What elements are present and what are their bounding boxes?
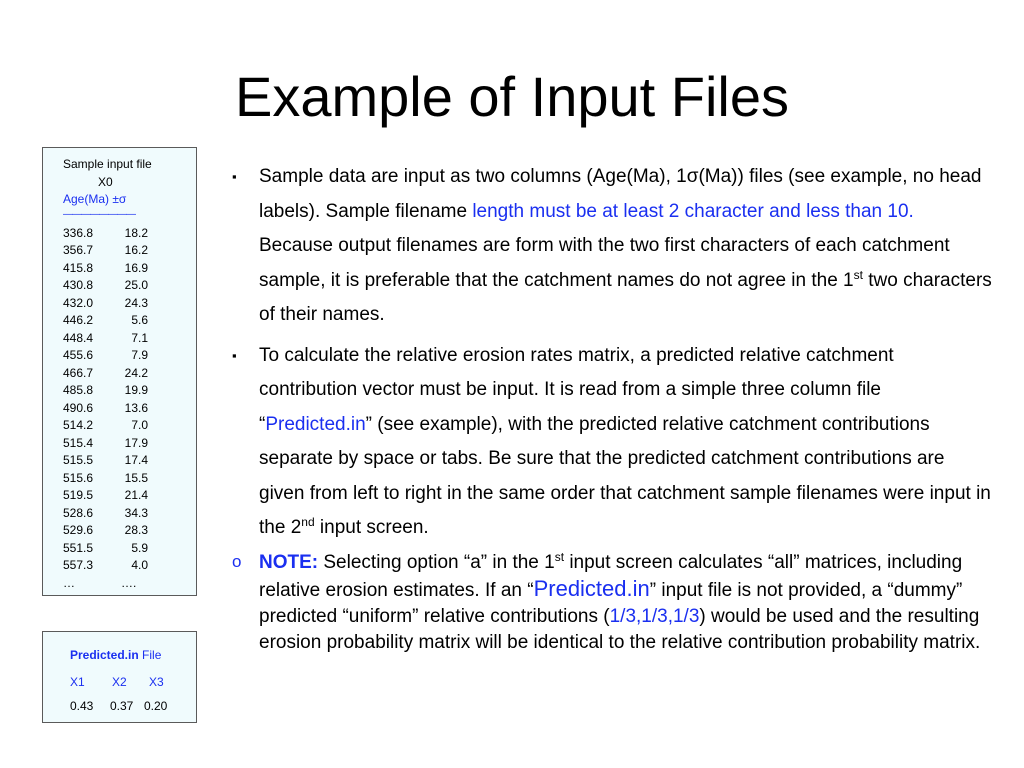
sample-row [63,295,196,313]
sample-row [63,242,196,260]
sample-row [63,522,196,540]
sample-sigma: 7.0 [131,418,148,432]
sample-box-x0: X0 [98,174,113,189]
sample-sigma: 5.6 [131,313,148,327]
sample-age: 557.3 [63,558,94,572]
sample-row [63,470,196,488]
circle-bullet-icon: o [232,551,242,571]
predicted-header-x1: X1 [70,675,85,689]
sample-age: 485.8 [63,383,94,397]
bullet3-highlight: Predicted.in [533,575,650,601]
sample-box-caption: Sample input file [63,157,152,171]
sample-age: 430.8 [63,278,94,292]
bullet-sample-data [232,160,992,333]
sample-row [63,260,196,278]
sample-sigma: 21.4 [124,488,148,502]
bullet3-sup: st [554,549,565,564]
sample-sigma: 4.0 [131,558,148,572]
sample-sigma: 18.2 [124,225,148,240]
sample-box-rows [63,225,196,593]
bullet2-text2: ” (see example), with the predicted relative catchment contributions separate by space or tabs. Be sure that the predicted catchment contributions are given from left to right in the same order that catchment sample filenames were input in the 2 [259,413,991,538]
predicted-box-headers [70,675,190,689]
sample-row [63,505,196,523]
sample-row [63,540,196,558]
bullet3-text4: ) would be used and the resulting erosion probability matrix will be identical to the relative contribution probability matrix. [259,605,981,653]
sample-row [63,487,196,505]
bullet1-text3: Because output filenames are form with the two first characters of each catchment sample, it is preferable that the catchment names do not agree in the 1 [259,235,950,291]
sample-sigma: 24.2 [124,365,148,380]
sample-sigma: 7.9 [131,348,148,362]
bullet2-highlight: Predicted.in [265,413,366,435]
bullet2-sup: nd [301,515,315,529]
sample-row [63,365,196,383]
bullet1-highlight: length must be at least 2 character and less than 10. [472,200,914,222]
bullet1-text1: Sample data are input as two columns (Age(Ma), 1 [259,166,687,187]
predicted-file-word: File [142,648,162,662]
predicted-header-x2: X2 [112,675,127,689]
sample-sigma: 19.9 [124,383,148,397]
predicted-file-name: Predicted.in [70,648,139,662]
sample-sigma: …. [121,575,137,590]
predicted-value-x1: 0.43 [70,699,94,713]
sample-age: 490.6 [63,400,94,415]
sample-sigma: 17.9 [124,435,148,450]
sample-input-file-box [42,147,197,596]
note-label: NOTE: [259,551,319,573]
sample-age: 551.5 [63,540,94,555]
sample-sigma: 34.3 [124,505,148,520]
bullet2-text1: To calculate the relative erosion rates matrix, a predicted relative catchment contribution vector must be input. It is read from a simple three column file “ [259,344,894,435]
sample-row [63,347,196,365]
sample-age: 515.6 [63,470,94,485]
sample-age: 519.5 [63,488,94,502]
predicted-value-x2: 0.37 [110,699,134,713]
square-bullet-icon: ▪ [232,169,237,184]
sample-sigma: 25.0 [124,278,148,292]
bullet1-text4: two characters of their names. [259,269,992,325]
sample-row [63,330,196,348]
sample-age: 515.5 [63,453,94,467]
sample-age: 336.8 [63,225,94,240]
sample-age: 432.0 [63,295,94,310]
bullet3-text2: input screen calculates “all” matrices, including relative erosion estimates. If an “ [259,551,963,601]
bullet-list [232,160,992,656]
sample-age: 514.2 [63,418,94,432]
sample-sigma: 13.6 [124,400,148,415]
sample-sigma: 16.2 [124,243,148,257]
sample-sigma: 15.5 [124,470,148,485]
sample-box-rule: ———————— [63,208,135,220]
sample-row [63,417,196,435]
sample-age: 528.6 [63,505,94,520]
predicted-file-box [42,631,197,723]
bullet3-text1: Selecting option “a” in the 1 [318,551,555,573]
sample-age: 415.8 [63,260,94,275]
sample-sigma: 17.4 [124,453,148,467]
bullet-erosion-rates [232,339,992,546]
sample-row [63,435,196,453]
sigma-symbol: σ [686,166,699,187]
sample-sigma: 24.3 [124,295,148,310]
sample-age: 515.4 [63,435,94,450]
sample-age: 466.7 [63,365,94,380]
sample-row [63,452,196,470]
bullet1-sup: st [853,267,863,282]
sample-age: 455.6 [63,348,94,362]
sample-sigma: 16.9 [124,260,148,275]
predicted-box-values [70,699,190,713]
slide-title: Example of Input Files [234,65,790,128]
sample-age: … [63,575,75,590]
bullet3-text3: ” input file is not provided, a “dummy” predicted “uniform” relative contributions ( [259,579,963,627]
bullet-note [232,550,992,656]
sample-row [63,225,196,243]
sample-row [63,575,196,593]
sample-row [63,382,196,400]
sample-sigma: 5.9 [131,540,148,555]
sample-age: 448.4 [63,330,94,345]
predicted-box-caption [70,648,161,662]
sample-age: 446.2 [63,313,94,327]
bullet2-text3: input screen. [314,517,429,538]
sample-box-header: Age(Ma) ±σ [63,192,127,206]
sample-row [63,557,196,575]
bullet1-text2: (Ma)) files (see example, no head labels). Sample filename [259,166,982,222]
sample-row [63,400,196,418]
sample-row [63,312,196,330]
sample-sigma: 28.3 [124,523,148,537]
predicted-header-x3: X3 [149,675,164,689]
sample-row [63,277,196,295]
sample-sigma: 7.1 [131,330,148,345]
sample-age: 529.6 [63,523,94,537]
sample-age: 356.7 [63,243,94,257]
bullet3-highlight2: 1/3,1/3,1/3 [609,605,700,627]
predicted-value-x3: 0.20 [144,699,168,713]
square-bullet-icon: ▪ [232,347,237,363]
